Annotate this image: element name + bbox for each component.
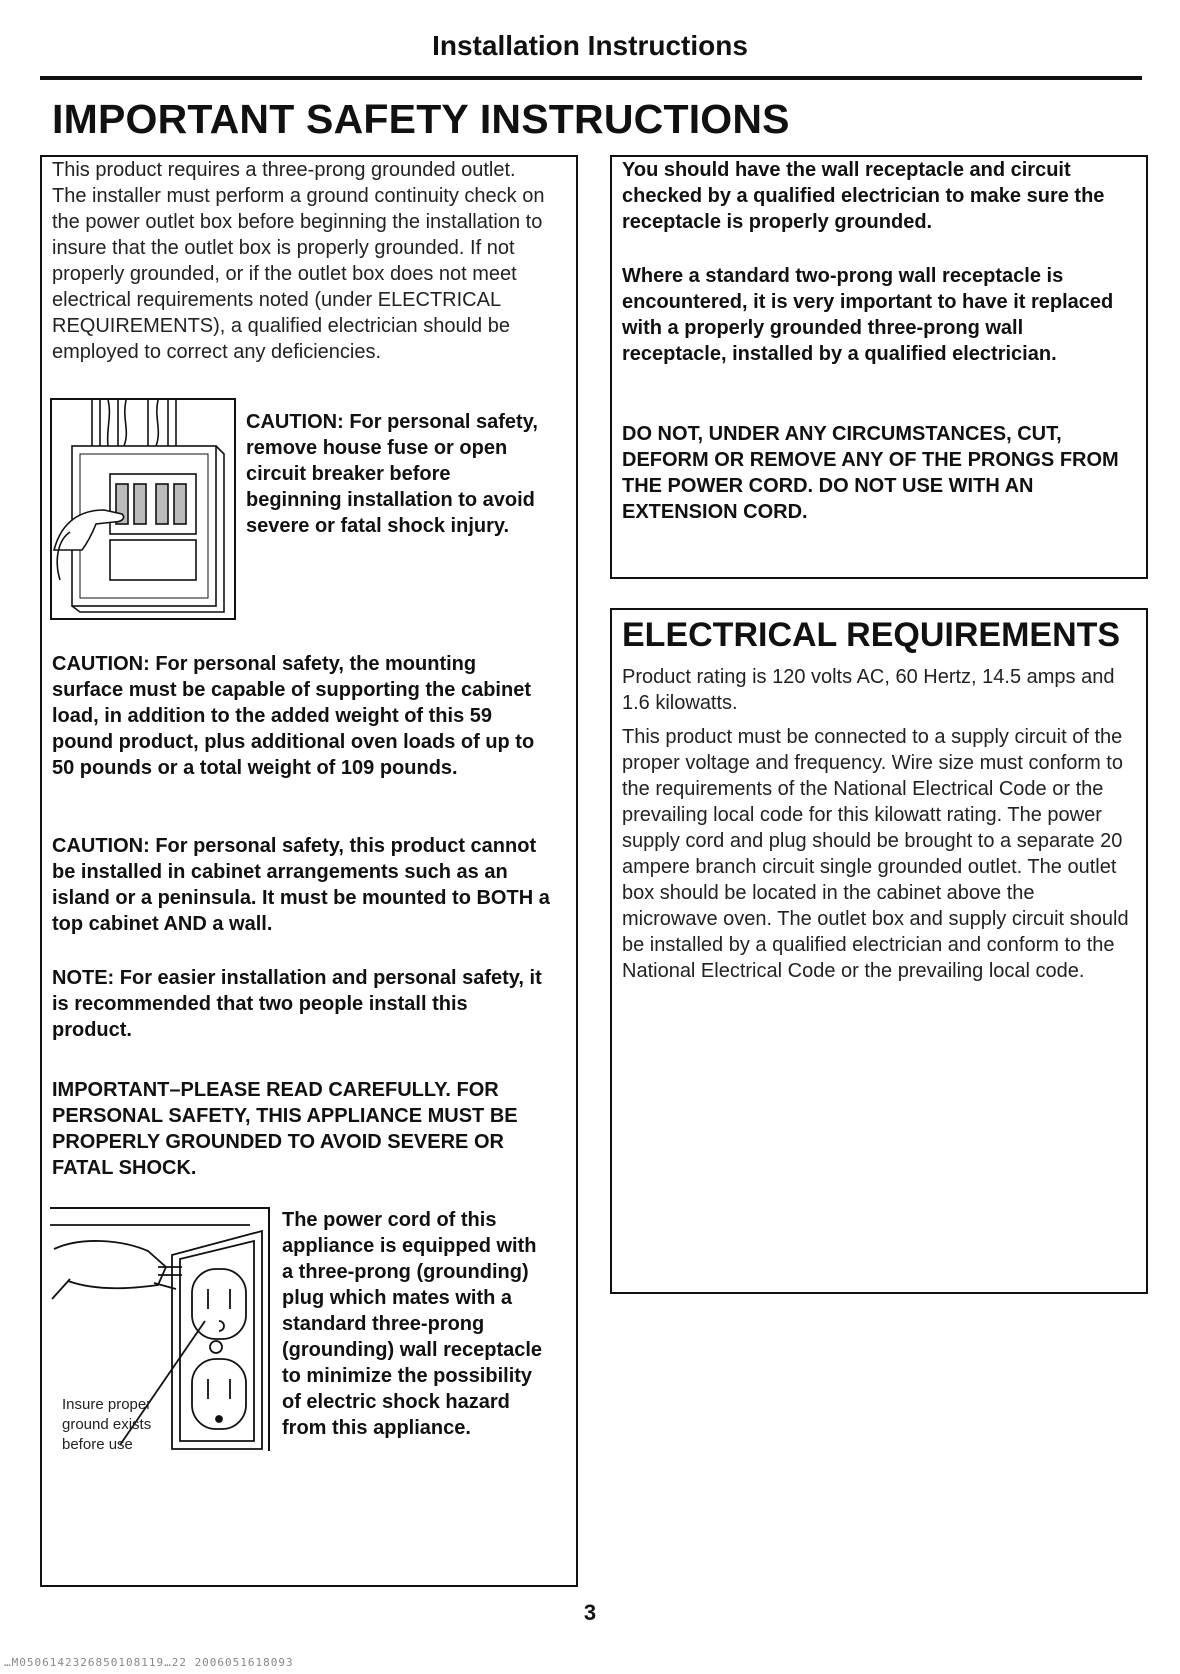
plug-label-line3: before use <box>62 1436 133 1453</box>
electrical-requirements-title: ELECTRICAL REQUIREMENTS <box>622 616 1121 654</box>
note-text: NOTE: For easier installation and personal safety, it is recommended that two people install this product. <box>52 967 542 1041</box>
caution-island-text: CAUTION: For personal safety, this product cannot be installed in cabinet arrangements such as an island or a peninsula. It must be mounted to BOTH a top cabinet AND a wall. <box>52 835 550 935</box>
page-header-title: Installation Instructions <box>432 30 748 61</box>
caution-mounting-text: CAUTION: For personal safety, the mounting surface must be capable of supporting the cabinet load, in addition to the added weight of this 59 pound product, plus additional oven loads of up to 50 pounds or a total weight of 109 pounds. <box>52 653 535 779</box>
page-title: IMPORTANT SAFETY INSTRUCTIONS <box>52 96 790 142</box>
receptacle-check-text: You should have the wall receptacle and circuit checked by a qualified electrician to make sure the receptacle is properly grounded. <box>622 159 1105 233</box>
fuse-box-illustration <box>50 398 236 620</box>
plug-label-line2: ground exists <box>62 1416 152 1433</box>
product-rating-text: Product rating is 120 volts AC, 60 Hertz, 14.5 amps and 1.6 kilowatts. <box>622 666 1115 714</box>
page-number: 3 <box>583 1600 597 1625</box>
electrical-requirements-box <box>610 608 1148 1294</box>
plug-label-line1: Insure proper <box>62 1396 152 1413</box>
header-divider <box>40 76 1142 80</box>
power-cord-text: The power cord of this appliance is equipped with a three-prong (grounding) plug which mates with a standard three-prong (grounding) wall receptacle to minimize the possibility of electric shock hazard from this appliance. <box>282 1209 543 1439</box>
important-grounding-text: IMPORTANT–PLEASE READ CAREFULLY. FOR PERSONAL SAFETY, THIS APPLIANCE MUST BE PROPERLY GROUNDED TO AVOID SEVERE OR FATAL SHOCK. <box>52 1079 518 1179</box>
fuse-box-icon <box>52 400 234 618</box>
grounding-warning-box <box>610 155 1148 579</box>
intro-paragraph: This product requires a three-prong grounded outlet. The installer must perform a ground continuity check on the power outlet box before beginning the installation to insure that the outlet box is properly grounded. If not properly grounded, or if the outlet box does not meet electrical requirements noted (under ELECTRICAL REQUIREMENTS), a qualified electrician should be employed to correct any deficiencies. <box>52 159 545 363</box>
caution-fuse-text: CAUTION: For personal safety, remove house fuse or open circuit breaker before beginning installation to avoid severe or fatal shock injury. <box>246 411 538 537</box>
safety-instructions-box <box>40 155 578 1587</box>
prong-warning-text: DO NOT, UNDER ANY CIRCUMSTANCES, CUT, DEFORM OR REMOVE ANY OF THE PRONGS FROM THE POWER CORD. DO NOT USE WITH AN EXTENSION CORD. <box>622 423 1119 523</box>
grounded-plug-illustration <box>50 1207 270 1451</box>
two-prong-text: Where a standard two-prong wall receptacle is encountered, it is very important to have it replaced with a properly grounded three-prong wall receptacle, installed by a qualified electrician. <box>622 265 1114 365</box>
footer-code: …M0506142326850108119…22 2006051618093 <box>4 1656 294 1669</box>
supply-circuit-text: This product must be connected to a supply circuit of the proper voltage and frequency. Wire size must conform to the requirements of the National Electrical Code or the prevailing local code for this kilowatt rating. The power supply cord and plug should be brought to a separate 20 ampere branch circuit single grounded outlet. The outlet box should be located in the cabinet above the microwave oven. The outlet box and supply circuit should be installed by a qualified electrician and conform to the National Electrical Code or the prevailing local code. <box>622 726 1129 982</box>
